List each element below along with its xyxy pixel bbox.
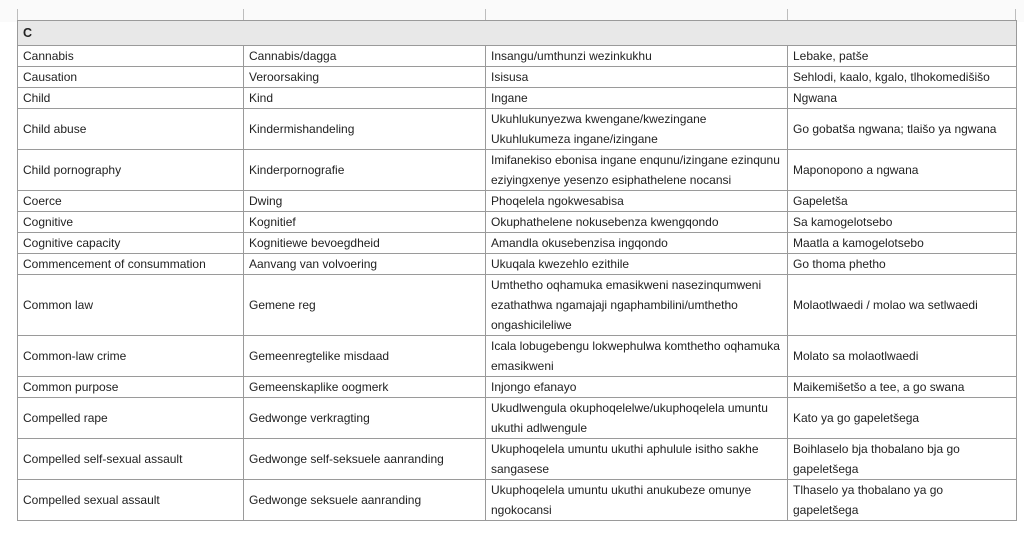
term-english: Compelled sexual assault	[18, 480, 244, 521]
term-afrikaans: Gemeenskaplike oogmerk	[244, 377, 486, 398]
term-afrikaans: Kognitief	[244, 212, 486, 233]
term-afrikaans: Kognitiewe bevoegdheid	[244, 233, 486, 254]
section-header-row	[18, 21, 1017, 46]
term-isizulu: Ukuphoqelela umuntu ukuthi aphulule isitho sakhe sangasese	[486, 439, 788, 480]
term-afrikaans: Gemene reg	[244, 275, 486, 336]
table-row	[18, 150, 1017, 191]
term-sepedi: Molato sa molaotlwaedi	[788, 336, 1017, 377]
term-afrikaans: Kinderpornografie	[244, 150, 486, 191]
term-afrikaans: Kindermishandeling	[244, 109, 486, 150]
term-isizulu: Ukuqala kwezehlo ezithile	[486, 254, 788, 275]
term-afrikaans: Kind	[244, 88, 486, 109]
table-row	[18, 191, 1017, 212]
term-afrikaans: Cannabis/dagga	[244, 46, 486, 67]
table-row	[18, 88, 1017, 109]
table-row	[18, 377, 1017, 398]
term-english: Cognitive capacity	[18, 233, 244, 254]
term-english: Causation	[18, 67, 244, 88]
term-sepedi: Molaotlwaedi / molao wa setlwaedi	[788, 275, 1017, 336]
term-isizulu: Umthetho oqhamuka emasikweni nasezinqumweni ezathathwa ngamajaji ngaphambilini/umthetho ongashicileliwe	[486, 275, 788, 336]
table-row	[18, 254, 1017, 275]
term-sepedi: Boihlaselo bja thobalano bja go gapeletšega	[788, 439, 1017, 480]
term-sepedi: Maikemišetšo a tee, a go swana	[788, 377, 1017, 398]
term-afrikaans: Aanvang van volvoering	[244, 254, 486, 275]
term-isizulu: Insangu/umthunzi wezinkukhu	[486, 46, 788, 67]
term-sepedi: Maatla a kamogelotsebo	[788, 233, 1017, 254]
table-row	[18, 109, 1017, 150]
table-row	[18, 212, 1017, 233]
term-sepedi: Kato ya go gapeletšega	[788, 398, 1017, 439]
term-english: Child pornography	[18, 150, 244, 191]
term-isizulu: Ukuhlukunyezwa kwengane/kwezingane Ukuhlukumeza ingane/izingane	[486, 109, 788, 150]
section-letter: C	[18, 21, 1017, 46]
term-afrikaans: Gedwonge self-seksuele aanranding	[244, 439, 486, 480]
table-row	[18, 336, 1017, 377]
term-english: Common-law crime	[18, 336, 244, 377]
term-sepedi: Sehlodi, kaalo, kgalo, tlhokomedišišo	[788, 67, 1017, 88]
term-isizulu: Injongo efanayo	[486, 377, 788, 398]
term-isizulu: Ukudlwengula okuphoqelelwe/ukuphoqelela umuntu ukuthi adlwengule	[486, 398, 788, 439]
term-isizulu: Phoqelela ngokwesabisa	[486, 191, 788, 212]
term-sepedi: Go gobatša ngwana; tlaišo ya ngwana	[788, 109, 1017, 150]
term-sepedi: Tlhaselo ya thobalano ya go gapeletšega	[788, 480, 1017, 521]
term-english: Child	[18, 88, 244, 109]
term-isizulu: Okuphathelene nokusebenza kwengqondo	[486, 212, 788, 233]
term-sepedi: Ngwana	[788, 88, 1017, 109]
term-isizulu: Ukuphoqelela umuntu ukuthi anukubeze omunye ngokocansi	[486, 480, 788, 521]
table-row	[18, 67, 1017, 88]
term-isizulu: Amandla okusebenzisa ingqondo	[486, 233, 788, 254]
term-english: Compelled self-sexual assault	[18, 439, 244, 480]
term-sepedi: Sa kamogelotsebo	[788, 212, 1017, 233]
term-afrikaans: Veroorsaking	[244, 67, 486, 88]
table-row	[18, 480, 1017, 521]
term-english: Common law	[18, 275, 244, 336]
previous-page-edge	[0, 0, 1024, 22]
glossary-body	[18, 21, 1017, 521]
term-english: Coerce	[18, 191, 244, 212]
term-afrikaans: Gedwonge verkragting	[244, 398, 486, 439]
term-isizulu: Isisusa	[486, 67, 788, 88]
glossary-table	[17, 20, 1017, 521]
term-afrikaans: Gemeenregtelike misdaad	[244, 336, 486, 377]
table-row	[18, 439, 1017, 480]
term-isizulu: Icala lobugebengu lokwephulwa komthetho oqhamuka emasikweni	[486, 336, 788, 377]
term-english: Cannabis	[18, 46, 244, 67]
table-row	[18, 398, 1017, 439]
term-english: Cognitive	[18, 212, 244, 233]
term-english: Commencement of consummation	[18, 254, 244, 275]
term-isizulu: Ingane	[486, 88, 788, 109]
term-afrikaans: Gedwonge seksuele aanranding	[244, 480, 486, 521]
term-sepedi: Maponopono a ngwana	[788, 150, 1017, 191]
term-english: Compelled rape	[18, 398, 244, 439]
term-afrikaans: Dwing	[244, 191, 486, 212]
term-english: Common purpose	[18, 377, 244, 398]
table-row	[18, 233, 1017, 254]
term-english: Child abuse	[18, 109, 244, 150]
term-sepedi: Go thoma phetho	[788, 254, 1017, 275]
table-row	[18, 275, 1017, 336]
table-row	[18, 46, 1017, 67]
term-isizulu: Imifanekiso ebonisa ingane enqunu/izingane ezinqunu eziyingxenye yesenzo esiphathelene nocansi	[486, 150, 788, 191]
term-sepedi: Gapeletša	[788, 191, 1017, 212]
term-sepedi: Lebake, patše	[788, 46, 1017, 67]
